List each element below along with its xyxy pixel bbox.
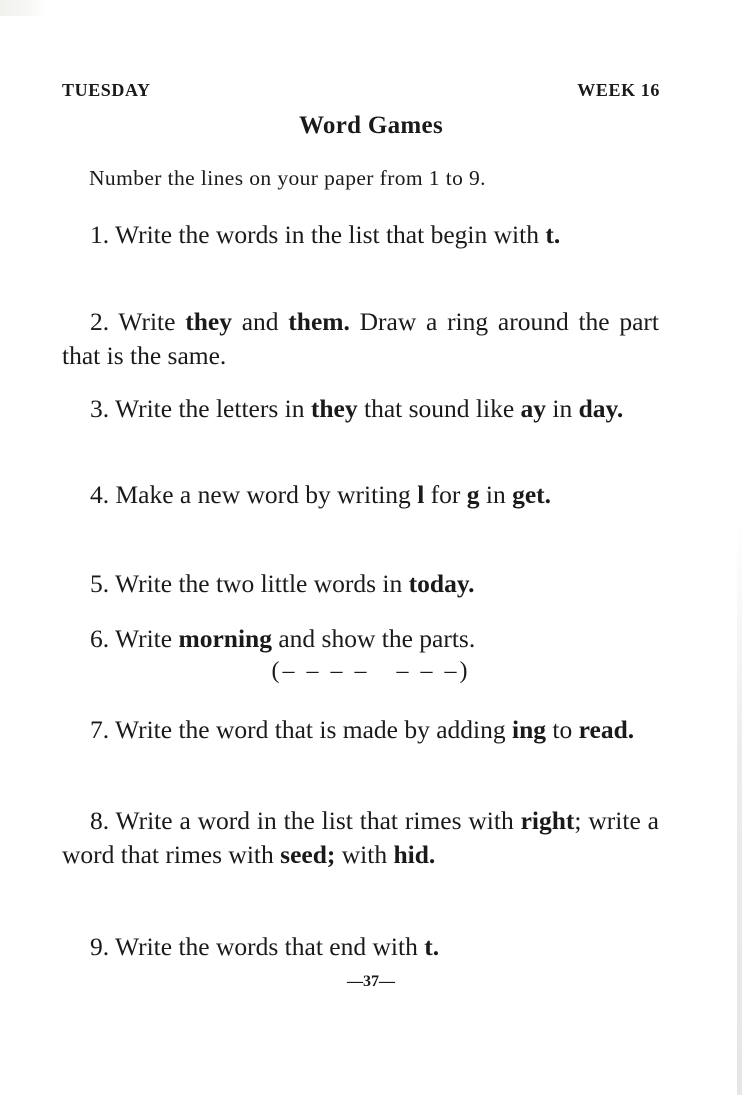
item-text: to [546, 715, 579, 744]
item-text: Draw a ring around the part that is the same. [62, 307, 659, 370]
paper-corner-shading [0, 0, 46, 16]
item-text: Write [118, 307, 186, 336]
exercise-item-6 [62, 622, 659, 656]
item-emphasis: day. [578, 394, 624, 423]
item-emphasis: ay [520, 394, 547, 423]
item-number: 5. [90, 569, 110, 598]
item-emphasis: ing [512, 715, 547, 744]
exercise-item-4 [62, 478, 659, 512]
item-text: ; write a word that rimes with [62, 806, 659, 869]
item-text: Write the words in the list that begin with [115, 220, 546, 249]
item-number: 9. [90, 932, 110, 961]
week-label: WEEK 16 [577, 80, 660, 100]
page-number: —37— [347, 973, 395, 990]
exercise-item-1 [62, 218, 659, 252]
item-emphasis: they [310, 394, 358, 423]
page-title: Word Games [299, 112, 443, 139]
item-number: 6. [90, 624, 110, 653]
item-emphasis: them. [288, 307, 350, 336]
item-text: and show the parts. [271, 624, 476, 653]
day-label: TUESDAY [62, 80, 151, 100]
running-header [62, 80, 660, 104]
item-emphasis: seed; [280, 840, 336, 869]
item-number: 1. [90, 220, 110, 249]
item-emphasis: today. [408, 569, 475, 598]
item-text: Write the word that is made by adding [115, 715, 513, 744]
item-text: and [231, 307, 289, 336]
item-number: 3. [90, 394, 110, 423]
exercise-item-3 [62, 392, 659, 426]
item-emphasis: morning [178, 624, 272, 653]
item-number: 4. [90, 480, 110, 509]
syllable-blanks: (– – – – – – –) [271, 658, 471, 684]
item-emphasis: t. [545, 220, 561, 249]
exercise-item-9 [62, 930, 659, 964]
item-text: Write [115, 624, 179, 653]
item-text: Write the letters in [115, 394, 311, 423]
item-emphasis: get. [512, 480, 552, 509]
item-emphasis: t. [424, 932, 440, 961]
item-text: in [479, 480, 513, 509]
item-emphasis: hid. [393, 840, 436, 869]
item-text: Write the two little words in [115, 569, 409, 598]
item-number: 7. [90, 715, 110, 744]
paper-edge-shading [737, 520, 742, 1095]
exercise-item-8 [62, 804, 659, 872]
instruction-text: Number the lines on your paper from 1 to 9. [89, 166, 486, 190]
item-number: 8. [90, 806, 110, 835]
item-number: 2. [90, 307, 110, 336]
item-text: in [546, 394, 579, 423]
item-text: that sound like [357, 394, 521, 423]
item-text: Make a new word by writing [115, 480, 418, 509]
exercise-item-5 [62, 567, 659, 601]
item-text: Write a word in the list that rimes with [115, 806, 521, 835]
item-text: Write the words that end with [115, 932, 425, 961]
item-emphasis: g [466, 480, 480, 509]
item-emphasis: right [520, 806, 575, 835]
exercise-item-7 [62, 713, 659, 747]
item-text: for [424, 480, 467, 509]
exercise-item-2 [62, 305, 659, 373]
item-text: with [335, 840, 394, 869]
item-emphasis: read. [578, 715, 635, 744]
item-emphasis: they [185, 307, 232, 336]
item-emphasis: l [417, 480, 425, 509]
